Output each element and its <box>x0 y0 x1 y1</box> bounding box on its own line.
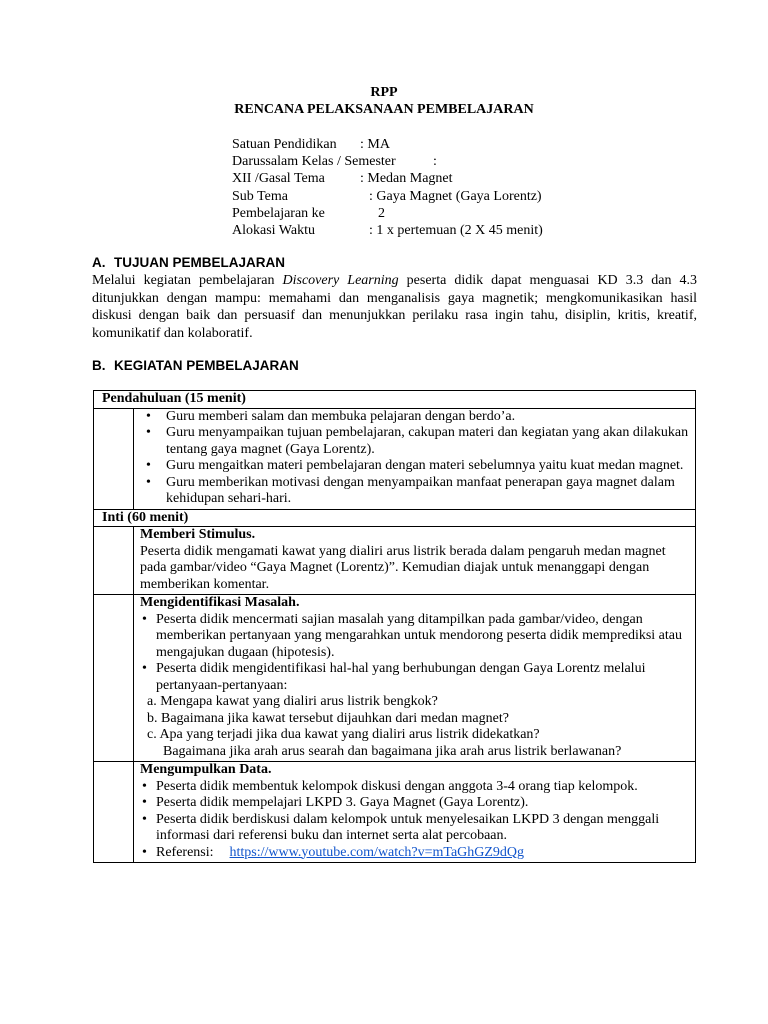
section-a-heading: A. TUJUAN PEMBELAJARAN <box>92 255 286 270</box>
list-item: • Peserta didik mencermati sajian masalah yang ditampilkan pada gambar/video, dengan memberikan pertanyaan yang mengarahkan untuk mendorong peserta didik memprediksi atau mengajukan dugaan (hipotesis). <box>140 612 695 662</box>
pendahuluan-header: Pendahuluan (15 menit) <box>94 391 696 409</box>
question-a: a. Mengapa kawat yang dialiri arus listrik bengkok? <box>147 694 438 709</box>
list-item: • Guru memberi salam dan membuka pelajaran dengan berdo’a. <box>140 409 695 426</box>
activities-table <box>93 390 696 863</box>
kumpul-content <box>134 762 696 863</box>
pendahuluan-content <box>134 408 696 509</box>
stimulus-title: Memberi Stimulus. <box>140 527 256 542</box>
stimulus-text: Peserta didik mengamati kawat yang dialiri arus listrik berada dalam pengaruh medan magnet pada gambar/video “Gaya Magnet (Lorentz)”. Kemudian diajak untuk menanggapi dengan memberikan komentar. <box>140 543 666 592</box>
table-row <box>94 408 696 509</box>
document-page: RPP RENCANA PELAKSANAAN PEMBELAJARAN Satuan Pendidikan : MA Darussalam Kelas / Semester : XII /Gasal Tema : Medan Magnet Sub Tema : Gaya Magnet (Gaya Lorentz) Pembelajaran ke 2 Alokasi Waktu : 1 x pertemuan (2 X 45 menit) A. TUJUAN PEMBELAJARAN Melalui kegiatan pembelajaran Discovery Learning peserta didik dapat menguasai KD 3.3 dan 4.3 ditunjukkan dengan mampu: memahami dan menganalisis gaya magnetik; mengkomunikasikan hasil diskusi dengan baik dan persuasif dan menunjukkan perilaku rasa ingin tahu, disiplin, kritis, kreatif, komunikatif dan kolaboratif. B. KEGIATAN PEMBELAJARAN Pendahuluan (15 menit) • Guru memberi salam dan membuka pelajaran dengan berdo’a. • Guru menyampaikan tujuan pembelajaran, cakupan materi dan kegiatan yang akan dilakukan tentang gaya magnet (Gaya Lorentz). • Guru mengaitkan materi pembelajaran dengan materi sebelumnya yaitu kuat medan magnet. • Guru memberikan motivasi dengan menyampaikan manfaat penerapan gaya magnet dalam kehidupan sehari-hari. Inti (60 menit) Memberi Stimulus. Peserta didik mengamati kawat yang dialiri arus listrik berada dalam pengaruh medan magnet pada gambar/video “Gaya Magnet (Lorentz)”. Kemudian diajak untuk menanggapi dengan memberikan komentar. Mengidentifikasi Masalah. • Peserta didik mencermati sajian masalah yang ditampilkan pada gambar/video, dengan memberikan pertanyaan yang mengarahkan untuk mendorong peserta didik memprediksi atau mengajukan dugaan (hipotesis). • Peserta didik mengidentifikasi hal-hal yang berhubungan dengan Gaya Lorentz melalui pertanyaan-pertanyaan: a. Mengapa kawat yang dialiri arus listrik bengkok? b. Bagaimana jika kawat tersebut dijauhkan dari medan magnet? c. Apa yang terjadi jika dua kawat yang dialiri arus listrik didekatkan? Bagaimana jika arah arus searah dan bagaimana jika arah arus listrik berlawanan? Mengumpulkan Data. • Peserta didik membentuk kelompok diskusi dengan anggota 3-4 orang tiap kelompok. • Peserta didik mempelajari LKPD 3. Gaya Magnet (Gaya Lorentz). • Peserta didik berdiskusi dalam kelompok untuk menyelesaikan LKPD 3 dengan menggali informasi dari referensi buku dan internet serta alat percobaan. • Referensi: https://www.youtube.com/watch?v=mTaGhGZ9dQg <box>0 0 768 1024</box>
table-row <box>94 527 696 595</box>
table-row <box>94 509 696 527</box>
list-item: • Peserta didik berdiskusi dalam kelompok untuk menyelesaikan LKPD 3 dengan menggali informasi dari referensi buku dan internet serta alat percobaan. <box>140 812 695 845</box>
list-item: • Peserta didik membentuk kelompok diskusi dengan anggota 3-4 orang tiap kelompok. <box>140 779 695 796</box>
list-item: • Guru mengaitkan materi pembelajaran dengan materi sebelumnya yaitu kuat medan magnet. <box>140 458 695 475</box>
question-c-continued: Bagaimana jika arah arus searah dan bagaimana jika arah arus listrik berlawanan? <box>163 743 622 759</box>
table-row <box>94 762 696 863</box>
reference-link[interactable]: https://www.youtube.com/watch?v=mTaGhGZ9dQg <box>229 844 525 860</box>
identifikasi-content <box>134 595 696 762</box>
kumpul-title: Mengumpulkan Data. <box>140 762 272 777</box>
identifikasi-title: Mengidentifikasi Masalah. <box>140 595 300 610</box>
table-row <box>94 595 696 762</box>
table-row <box>94 391 696 409</box>
inti-header: Inti (60 menit) <box>94 509 696 527</box>
list-item: • Peserta didik mempelajari LKPD 3. Gaya Magnet (Gaya Lorentz). <box>140 795 695 812</box>
stimulus-content <box>134 527 696 595</box>
doc-subtitle: RENCANA PELAKSANAAN PEMBELAJARAN <box>234 102 534 117</box>
list-item: • Guru menyampaikan tujuan pembelajaran, cakupan materi dan kegiatan yang akan dilakukan tentang gaya magnet (Gaya Lorentz). <box>140 425 695 458</box>
list-item <box>140 845 695 862</box>
question-b: b. Bagaimana jika kawat tersebut dijauhkan dari medan magnet? <box>147 710 509 726</box>
section-b-heading: B. KEGIATAN PEMBELAJARAN <box>92 358 299 373</box>
list-item: • Peserta didik mengidentifikasi hal-hal yang berhubungan dengan Gaya Lorentz melalui pertanyaan-pertanyaan: <box>140 661 695 694</box>
question-c: c. Apa yang terjadi jika dua kawat yang dialiri arus listrik didekatkan? <box>147 727 540 742</box>
section-a-paragraph: Melalui kegiatan pembelajaran Discovery Learning peserta didik dapat menguasai KD 3.3 dan 4.3 ditunjukkan dengan mampu: memahami dan menganalisis gaya magnetik; mengkomunikasikan hasil diskusi dengan baik dan persuasif dan menunjukkan perilaku rasa ingin tahu, disiplin, kritis, kreatif, komunikatif dan kolaboratif. <box>92 273 698 341</box>
doc-title: RPP <box>370 85 398 100</box>
list-item: • Guru memberikan motivasi dengan menyampaikan manfaat penerapan gaya magnet dalam kehidupan sehari-hari. <box>140 475 695 508</box>
reference-label: Referensi: <box>156 844 214 860</box>
